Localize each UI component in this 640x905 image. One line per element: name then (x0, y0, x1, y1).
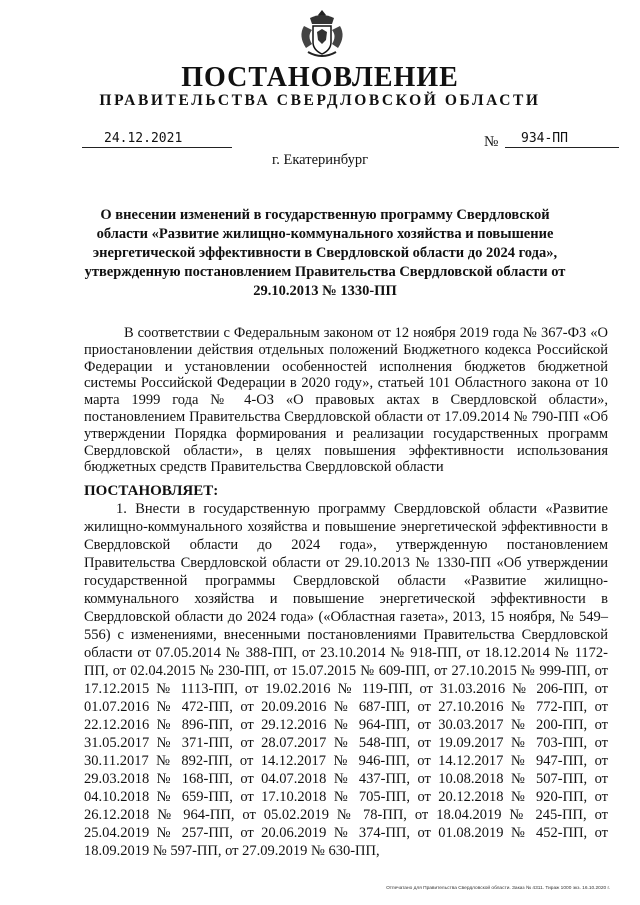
city: г. Екатеринбург (271, 152, 369, 168)
point-1-text: 1. Внести в государственную программу Свердловской области «Развитие жилищно-коммунального хозяйства и повышение энергетической эффективности в Свердловской области до 2024 года», утвержденную постановлением Правительства Свердловской области от 29.10.2013 № 1330-ПП «Об утверждении государственной программы Свердловской области «Развитие жилищно-коммунального хозяйства и повышение энергетической эффективности в Свердловской области до 2024 года» («Областная газета», 2013, 15 ноября, № 549–556) с изменениями, внесенными постановлениями Правительства Свердловской области от 07.05.2014 № 388-ПП, от 23.10.2014 № 918-ПП, от 18.12.2014 № 1172-ПП, от 02.04.2015 № 230-ПП, от 15.07.2015 № 609-ПП, от 27.10.2015 № 999-ПП, от 17.12.2015 № 1113-ПП, от 19.02.2016 № 119-ПП, от 31.03.2016 № 206-ПП, от 01.07.2016 № 472-ПП, от 20.09.2016 № 687-ПП, от 27.10.2016 № 772-ПП, от 22.12.2016 № 896-ПП, от 29.12.2016 № 964-ПП, от 30.03.2017 № 200-ПП, от 31.05.2017 № 371-ПП, от 28.07.2017 № 548-ПП, от 19.09.2017 № 703-ПП, от 30.11.2017 № 892-ПП, от 14.12.2017 № 946-ПП, от 14.12.2017 № 947-ПП, от 29.03.2018 № 168-ПП, от 04.07.2018 № 437-ПП, от 10.08.2018 № 507-ПП, от 04.10.2018 № 659-ПП, от 17.10.2018 № 705-ПП, от 20.12.2018 № 920-ПП, от 26.12.2018 № 964-ПП, от 05.02.2019 № 78-ПП, от 18.04.2019 № 245-ПП, от 25.04.2019 № 257-ПП, от 20.06.2019 № 374-ПП, от 01.08.2019 № 452-ПП, от 18.09.2019 № 597-ПП, от 27.09.2019 № 630-ПП, (84, 501, 608, 859)
preamble-text: В соответствии с Федеральным законом от 12 ноября 2019 года № 367-ФЗ «О приостановлении действия отдельных положений Бюджетного кодекса Российской Федерации и установлении особенностей исполнения бюджетов бюджетной системы Российской Федерации в 2020 году», статьей 101 Областного закона от 10 марта 1999 года № 4-ОЗ «О правовых актах в Свердловской области», постановлением Правительства Свердловской области от 17.09.2014 № 790-ПП «Об утверждении Порядка формирования и реализации государственных программ Свердловской области», в целях повышения эффективности использования бюджетных средств Правительства Свердловской области (84, 325, 608, 476)
coat-of-arms-icon (296, 8, 348, 60)
document-heading: О внесении изменений в государственную программу Свердловской области «Развитие жилищно-коммунального хозяйства и повышение энергетической эффективности в Свердловской области до 2024 года», утвержденную постановлением Правительства Свердловской области от 29.10.2013 № 1330-ПП (84, 207, 566, 299)
number-sign: № (484, 134, 499, 150)
document-subtitle: ПРАВИТЕЛЬСТВА СВЕРДЛОВСКОЙ ОБЛАСТИ (99, 92, 541, 109)
print-footer: Отпечатано для Правительства Свердловской области. Заказ № 4311. Тираж 1000 экз. 16.10.2020 г. (386, 886, 610, 891)
decree-word: ПОСТАНОВЛЯЕТ: (84, 483, 219, 499)
point-1 (84, 500, 608, 860)
document-title: ПОСТАНОВЛЕНИЕ (181, 62, 459, 93)
document-date: 24.12.2021 (82, 131, 232, 148)
document-number: 934-ПП (505, 131, 619, 148)
preamble (84, 325, 608, 476)
